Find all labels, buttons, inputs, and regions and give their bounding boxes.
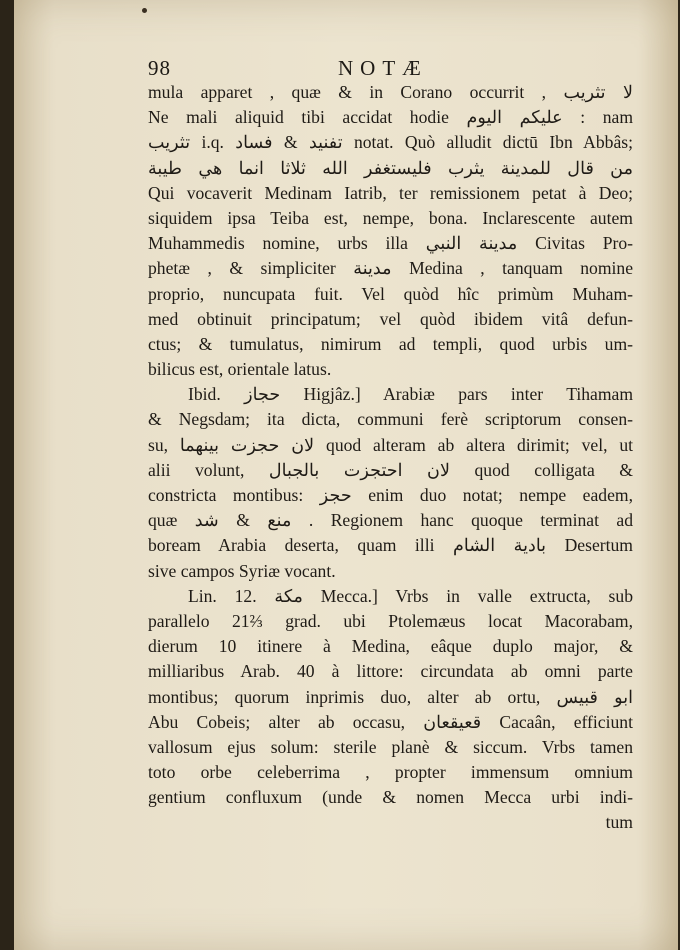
text-line: Qui vocaverit Medinam Iatrib, ter remissionem petat à Deo;: [148, 182, 633, 203]
text-line: sive campos Syriæ vocant.: [148, 560, 336, 581]
text-line: constricta montibus: حجز enim duo notat; nempe eadem,: [148, 485, 633, 505]
text-line: siquidem ipsa Teiba est, nempe, bona. Inclarescente autem: [148, 207, 633, 228]
text-line: boream Arabia deserta, quam illi بادية الشام Desertum: [148, 535, 633, 556]
scan-edge: [0, 0, 14, 950]
text-line: phetæ , & simpliciter مدينة Medina , tanquam nomine: [148, 258, 634, 279]
text-line: milliaribus Arab. 40 à littore: circundata ab omni parte: [148, 661, 633, 682]
page-number: 98: [148, 56, 171, 80]
text-line: montibus; quorum inprimis duo, alter ab ortu, ابو قبيس: [148, 686, 633, 707]
text-line: Lin. 12. مكة Mecca.] Vrbs in valle extructa, sub: [188, 585, 633, 606]
text-line: bilicus est, orientale latus.: [148, 359, 332, 380]
text-line: & Negsdam; ita dicta, communi ferè scriptorum consen-: [148, 409, 633, 430]
ink-spot: [142, 8, 147, 13]
text-line: alii volunt, لان احتجزت بالجبال quod colligata &: [148, 459, 633, 480]
catchword: tum: [605, 812, 633, 833]
text-line: dierum 10 itinere à Medina, eâque duplo major, &: [148, 636, 633, 657]
text-line: من قال للمدينة يثرب فليستغفر الله ثلاثا انما هي طيبة: [148, 157, 633, 178]
text-line: proprio, nuncupata fuit. Vel quòd hîc primùm Muham-: [148, 283, 633, 304]
text-line: تثريب i.q. تفنيد & فساد notat. Quò alludit dictū Ibn Abbâs;: [148, 132, 633, 153]
text-line: Abu Cobeis; alter ab occasu, قعيقعان Cacaân, efficiunt: [148, 711, 633, 732]
text-line: su, لان حجزت بينهما quod alteram ab altera dirimit; vel, ut: [148, 434, 633, 455]
text-line: Ne mali aliquid tibi accidat hodie عليكم اليوم : nam: [148, 107, 634, 128]
text-line: quæ منع & شد . Regionem hanc quoque terminat ad: [148, 510, 634, 531]
text-line: parallelo 21⅔ grad. ubi Ptolemæus locat Macorabam,: [148, 610, 633, 631]
text-line: toto orbe celeberrima , propter immensum omnium: [148, 762, 633, 783]
text-line: med obtinuit principatum; vel quòd ibidem vitâ defun-: [148, 308, 633, 329]
text-line: gentium confluxum (unde & nomen Mecca urbi indi-: [148, 787, 633, 808]
body-text: [148, 80, 633, 836]
text-line: Ibid. حجاز Higjâz.] Arabiæ pars inter Tihamam: [188, 384, 633, 405]
text-line: vallosum ejus solum: sterile planè & siccum. Vrbs tamen: [148, 736, 633, 757]
text-line: ctus; & tumulatus, nimirum ad templi, quod urbis um-: [148, 333, 633, 354]
text-line: mula apparet , quæ & in Corano occurrit , لا تثريب: [148, 82, 633, 102]
running-head: NOTÆ: [338, 56, 428, 80]
text-line: Muhammedis nomine, urbs illa مدينة النبي Civitas Pro-: [148, 233, 633, 254]
